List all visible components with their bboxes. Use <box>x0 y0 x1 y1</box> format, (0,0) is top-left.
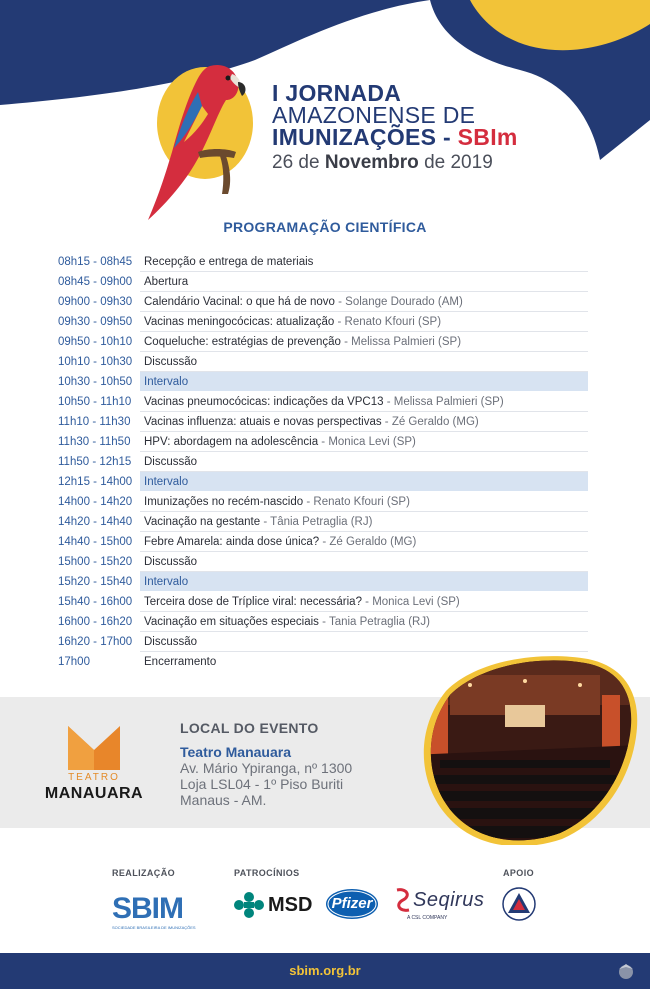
schedule-time: 16h20 - 17h00 <box>58 636 133 648</box>
venue-address-line-3: Manaus - AM. <box>180 792 267 808</box>
schedule-row <box>52 572 588 592</box>
schedule-row <box>52 392 588 412</box>
event-title-line-3 <box>272 126 518 148</box>
schedule-topic: Febre Amarela: ainda dose única? <box>144 536 320 548</box>
schedule-speaker: - Renato Kfouri (SP) <box>334 316 442 328</box>
schedule-time: 15h40 - 16h00 <box>58 596 133 608</box>
schedule-topic: Recepção e entrega de materiais <box>144 256 314 268</box>
schedule-topic: Coqueluche: estratégias de prevenção <box>144 336 341 348</box>
sbim-logo <box>112 892 196 930</box>
schedule-description <box>140 252 588 272</box>
schedule-row <box>52 272 588 292</box>
schedule-description <box>140 472 588 492</box>
msd-logo-text: MSD <box>268 893 313 916</box>
schedule-topic: Vacinação na gestante <box>144 516 261 528</box>
event-title-accent: SBIm <box>457 124 518 150</box>
seqirus-logo-text: Seqirus <box>413 888 485 911</box>
schedule-description <box>140 432 588 452</box>
schedule-speaker: - Tania Petraglia (RJ) <box>318 616 430 628</box>
schedule-row <box>52 312 588 332</box>
venue-address-line-1: Av. Mário Ypiranga, nº 1300 <box>180 760 353 776</box>
theater-photo <box>410 655 640 845</box>
schedule-description <box>140 612 588 632</box>
schedule-topic: HPV: abordagem na adolescência <box>144 436 319 448</box>
schedule-speaker: - Zé Geraldo (MG) <box>381 416 479 428</box>
schedule-description <box>140 532 588 552</box>
apoio-label: APOIO <box>503 868 535 878</box>
msd-logo <box>234 892 312 918</box>
schedule-row <box>52 412 588 432</box>
schedule-topic: Intervalo <box>144 476 189 488</box>
schedule-row <box>52 332 588 352</box>
schedule-time: 14h40 - 15h00 <box>58 536 133 548</box>
apoio-seal-logo <box>502 887 536 921</box>
footer-url-link[interactable]: sbim.org.br <box>289 963 361 978</box>
schedule-topic: Vacinação em situações especiais <box>144 616 319 628</box>
schedule-row <box>52 292 588 312</box>
schedule-description <box>140 512 588 532</box>
schedule-time: 12h15 - 14h00 <box>58 476 133 488</box>
schedule-description <box>140 572 588 592</box>
schedule-topic: Intervalo <box>144 376 189 388</box>
schedule-description <box>140 452 588 472</box>
event-date-year: de 2019 <box>418 152 493 173</box>
schedule-row <box>52 372 588 392</box>
venue-address-line-2: Loja LSL04 - 1º Piso Buriti <box>180 776 344 792</box>
sbim-logo-subtitle: SOCIEDADE BRASILEIRA DE IMUNIZAÇÕES <box>112 925 196 930</box>
schedule-time: 09h00 - 09h30 <box>58 296 133 308</box>
schedule-time: 16h00 - 16h20 <box>58 616 133 628</box>
schedule-description <box>140 632 588 652</box>
schedule-row <box>52 532 588 552</box>
schedule-time: 09h30 - 09h50 <box>58 316 133 328</box>
schedule-table <box>52 252 588 672</box>
schedule-time: 11h30 - 11h50 <box>58 436 131 448</box>
schedule-topic: Terceira dose de Tríplice viral: necessária? <box>144 596 362 608</box>
schedule-row <box>52 552 588 572</box>
msd-mark-icon <box>234 892 264 918</box>
schedule-row <box>52 432 588 452</box>
schedule-topic: Vacinas pneumocócicas: indicações da VPC13 <box>144 396 384 408</box>
schedule-description <box>140 552 588 572</box>
teatro-manauara-logo <box>42 726 146 804</box>
schedule-speaker: - Renato Kfouri (SP) <box>303 496 410 508</box>
event-title-line-2: AMAZONENSE DE <box>272 102 476 128</box>
schedule-speaker: - Solange Dourado (AM) <box>334 296 463 308</box>
schedule-description <box>140 412 588 432</box>
schedule-topic: Discussão <box>144 356 198 368</box>
schedule-description <box>140 292 588 312</box>
event-date-month: Novembro <box>324 152 419 173</box>
schedule-time: 15h00 - 15h20 <box>58 556 133 568</box>
schedule-row <box>52 252 588 272</box>
schedule-row <box>52 512 588 532</box>
patrocinios-label: PATROCÍNIOS <box>234 868 300 878</box>
schedule-topic: Encerramento <box>144 656 217 668</box>
schedule-description <box>140 372 588 392</box>
manauara-logo-big-text: MANAUARA <box>44 785 144 802</box>
schedule-time: 08h45 - 09h00 <box>58 276 133 288</box>
schedule-row <box>52 472 588 492</box>
schedule-topic: Discussão <box>144 556 198 568</box>
schedule-row <box>52 352 588 372</box>
schedule-speaker: - Melissa Palmieri (SP) <box>340 336 462 348</box>
schedule-speaker: - Monica Levi (SP) <box>318 436 416 448</box>
seqirus-logo-subtitle: A CSL COMPANY <box>407 915 448 921</box>
seqirus-swoosh-icon <box>393 886 413 914</box>
schedule-topic: Discussão <box>144 636 198 648</box>
seqirus-logo <box>393 886 485 921</box>
schedule-time: 14h00 - 14h20 <box>58 496 133 508</box>
schedule-topic: Imunizações no recém-nascido <box>144 496 304 508</box>
schedule-topic: Calendário Vacinal: o que há de novo <box>144 296 335 308</box>
schedule-speaker: - Zé Geraldo (MG) <box>319 536 417 548</box>
event-date <box>272 152 518 174</box>
schedule-topic: Abertura <box>144 276 189 288</box>
schedule-time: 14h20 - 14h40 <box>58 516 133 528</box>
macaw-illustration <box>138 52 258 222</box>
sbim-mascot-icon <box>616 961 636 981</box>
venue-heading: LOCAL DO EVENTO <box>180 720 319 736</box>
schedule-description <box>140 272 588 292</box>
schedule-time: 15h20 - 15h40 <box>58 576 133 588</box>
schedule-description <box>140 492 588 512</box>
venue-name: Teatro Manauara <box>180 744 291 760</box>
schedule-topic: Intervalo <box>144 576 189 588</box>
event-title-line-1: I JORNADA <box>272 80 402 106</box>
realizacao-label: REALIZAÇÃO <box>112 868 175 878</box>
schedule-row <box>52 612 588 632</box>
event-date-day: 26 de <box>272 152 325 173</box>
schedule-description <box>140 392 588 412</box>
schedule-time: 11h10 - 11h30 <box>58 416 131 428</box>
manauara-m-icon <box>68 726 120 770</box>
venue-info <box>180 720 352 808</box>
schedule-description <box>140 592 588 612</box>
schedule-time: 11h50 - 12h15 <box>58 456 132 468</box>
schedule-description <box>140 332 588 352</box>
schedule-row <box>52 592 588 612</box>
schedule-topic: Vacinas meningocócicas: atualização <box>144 316 335 328</box>
schedule-topic: Discussão <box>144 456 198 468</box>
schedule-description <box>140 352 588 372</box>
schedule-time: 10h30 - 10h50 <box>58 376 133 388</box>
schedule-row <box>52 632 588 652</box>
schedule-time: 17h00 <box>58 656 90 668</box>
schedule-description <box>140 312 588 332</box>
schedule-time: 10h10 - 10h30 <box>58 356 133 368</box>
pfizer-logo-text: Pfizer <box>331 895 373 912</box>
schedule-row <box>52 492 588 512</box>
event-title-block <box>272 82 518 174</box>
schedule-time: 09h50 - 10h10 <box>58 336 133 348</box>
event-title-main: IMUNIZAÇÕES - <box>272 124 458 150</box>
sbim-logo-text: SBIM <box>112 892 183 925</box>
program-title: PROGRAMAÇÃO CIENTÍFICA <box>223 219 427 235</box>
footer-bar <box>0 953 650 989</box>
schedule-speaker: - Melissa Palmieri (SP) <box>383 396 504 408</box>
schedule-time: 08h15 - 08h45 <box>58 256 133 268</box>
schedule-time: 10h50 - 11h10 <box>58 396 132 408</box>
schedule-row <box>52 452 588 472</box>
pfizer-logo <box>325 887 379 921</box>
manauara-logo-small-text: TEATRO <box>68 772 120 783</box>
schedule-speaker: - Monica Levi (SP) <box>361 596 460 608</box>
schedule-speaker: - Tânia Petraglia (RJ) <box>260 516 373 528</box>
schedule-topic: Vacinas influenza: atuais e novas perspectivas <box>144 416 382 428</box>
